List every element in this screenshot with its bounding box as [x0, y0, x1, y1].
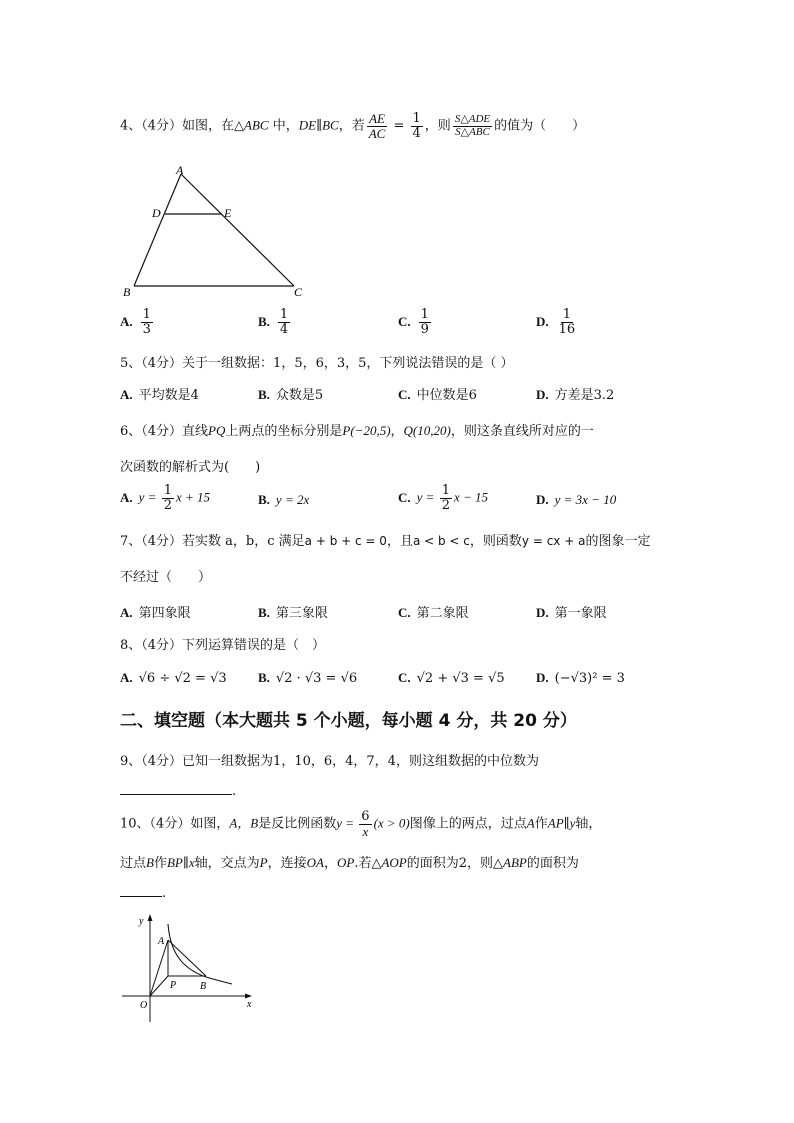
frac-den: 16: [558, 321, 576, 337]
q8-option-d[interactable]: [536, 670, 625, 686]
frac-den: 4: [412, 125, 421, 141]
q7-condition-sum: a + b + c = 0: [304, 534, 387, 548]
label-d: D: [152, 206, 161, 220]
q4-option-b[interactable]: [258, 308, 292, 336]
y-axis-arrow-icon: [148, 914, 153, 921]
option-letter: D.: [536, 492, 549, 507]
frac-num: 6: [361, 809, 370, 824]
q7-condition-order: a < b < c: [412, 534, 470, 548]
option-text: 中位数是6: [416, 388, 477, 403]
label-p: P: [170, 980, 177, 991]
option-letter: D.: [536, 387, 549, 402]
q4-abc: ABC: [244, 117, 269, 133]
option-text: √2 + √3 = √5: [416, 671, 505, 686]
frac-den: 3: [142, 321, 151, 337]
frac-num: 1: [441, 483, 450, 498]
q8-option-a[interactable]: [120, 670, 227, 686]
q9-answer-blank[interactable]: [120, 780, 232, 795]
frac-num: S△ADE: [454, 113, 491, 126]
q6-sep: ，: [390, 424, 404, 439]
q10-text: 是反比例函数: [258, 816, 337, 832]
option-letter: D.: [536, 313, 549, 329]
option-text: 第二象限: [416, 606, 469, 621]
q7-stem-line1: [120, 530, 650, 549]
option-fraction: [557, 308, 578, 336]
frac-den: 2: [163, 497, 172, 513]
q10-points-ab: A，B: [229, 815, 259, 831]
q7-option-a[interactable]: [120, 602, 191, 621]
q10-text: 作: [534, 816, 548, 832]
frac-num: 1: [412, 111, 421, 126]
q4-eq: =: [389, 118, 409, 134]
q4-fraction-one-fourth: [411, 112, 423, 140]
q6-text: 上两点的坐标分别是: [225, 424, 343, 439]
q8-option-c[interactable]: [398, 670, 505, 686]
frac-num: 1: [562, 307, 572, 322]
frac-num: 1: [142, 307, 151, 322]
q4-fraction-ae-ac: [367, 112, 388, 140]
q6-pq: PQ: [208, 423, 226, 438]
option-letter: A.: [120, 605, 133, 620]
option-letter: A.: [120, 313, 133, 329]
option-letter: B.: [258, 670, 270, 685]
frac-den: AC: [368, 125, 386, 141]
q5-option-b[interactable]: [258, 384, 323, 403]
frac-den: 9: [420, 321, 429, 337]
q10-text: 图像上的两点，过点: [409, 816, 527, 832]
label-x: x: [247, 999, 252, 1010]
q10-triangle-abp: △ABP: [493, 855, 527, 870]
q8-option-b[interactable]: [258, 670, 357, 686]
option-fraction: [278, 308, 290, 336]
q9-end: .: [232, 784, 237, 799]
frac-num: 1: [420, 307, 429, 322]
q7-text: 的图象一定: [585, 534, 651, 549]
option-letter: C.: [398, 605, 411, 620]
option-letter: A.: [120, 387, 133, 402]
label-o: O: [140, 1000, 148, 1011]
option-text: 众数是5: [275, 388, 324, 403]
option-text: (−√3)² = 3: [554, 671, 625, 686]
q10-oa: OA: [306, 855, 324, 870]
label-b: B: [200, 981, 207, 992]
q10-point-b: B: [146, 855, 154, 870]
q10-text: 过点: [120, 856, 147, 871]
option-text: 第一象限: [554, 606, 607, 621]
q7-option-b[interactable]: [258, 602, 328, 621]
q10-stem-line1: [120, 810, 601, 838]
frac-den: x: [362, 823, 369, 839]
q10-func-domain: (x > 0): [373, 815, 410, 831]
option-pre: y =: [138, 489, 160, 505]
side-ab: [134, 174, 181, 286]
q6-option-a[interactable]: [120, 484, 210, 512]
q10-op: OP: [337, 855, 355, 870]
option-letter: A.: [120, 670, 133, 685]
q4-mid1: 中，: [268, 118, 299, 134]
q6-point-q: Q(10,20): [403, 423, 451, 438]
q8-stem: 8、（4分）下列运算错误的是（ ）: [120, 638, 326, 653]
q5-option-c[interactable]: [398, 384, 477, 403]
option-text: 第三象限: [275, 606, 328, 621]
q10-point-a: A: [526, 815, 535, 831]
label-a: A: [176, 163, 184, 177]
q5-stem: 5、（4分）关于一组数据：1，5，6，3，5，下列说法错误的是（ ）: [120, 356, 514, 371]
q5-option-d[interactable]: [536, 384, 614, 403]
segment-oa: [150, 940, 168, 996]
q10-text: 作: [153, 856, 167, 871]
q10-graph-figure: [120, 910, 260, 1030]
option-text: √6 ÷ √2 = √3: [138, 671, 227, 686]
frac-num: 1: [163, 483, 172, 498]
label-a: A: [158, 936, 165, 947]
q10-bp-parallel: BP∥x: [166, 855, 195, 870]
q4-fraction-area: [453, 114, 492, 138]
option-text: y = 3x − 10: [554, 492, 617, 507]
frac-den: 4: [279, 321, 289, 337]
q10-text: 的面积为: [526, 856, 579, 871]
frac-num: 1: [279, 307, 289, 322]
label-y: y: [139, 916, 144, 927]
q10-triangle-aop: △AOP: [371, 855, 407, 870]
x-axis-arrow-icon: [245, 994, 252, 999]
q10-answer-line: [120, 882, 166, 901]
q10-text: 的面积为2，则: [406, 856, 494, 871]
option-letter: B.: [258, 605, 270, 620]
option-fraction: [440, 484, 452, 512]
label-c: C: [294, 285, 303, 299]
q4-mid3: ，则: [424, 118, 451, 134]
q6-point-p: P(−20,5): [342, 423, 391, 438]
q7-text: ，则函数: [469, 534, 522, 549]
q6-option-d[interactable]: [536, 492, 616, 508]
option-text: √2 · √3 = √6: [275, 671, 358, 686]
option-letter: B.: [258, 492, 270, 507]
q10-text: .若: [354, 856, 372, 871]
q4-triangle-figure: [118, 162, 318, 302]
side-ac: [181, 174, 294, 286]
label-b: B: [123, 285, 131, 299]
segment-ab: [168, 940, 206, 976]
q4-option-d[interactable]: [536, 308, 579, 336]
q4-debc: DE∥BC: [298, 117, 339, 133]
option-letter: C.: [398, 387, 411, 402]
q10-answer-blank[interactable]: [120, 882, 162, 897]
q7-text: 7、（4分）若实数 a，b，c 满足: [120, 534, 305, 549]
option-letter: D.: [536, 670, 549, 685]
q10-sep: ，: [323, 856, 337, 871]
hyperbola-curve: [168, 924, 232, 984]
q6-text: 6、（4分）直线: [120, 424, 209, 439]
q10-text: 轴，交点为: [194, 856, 260, 871]
q6-option-b[interactable]: [258, 492, 309, 508]
option-fraction: [141, 308, 153, 336]
q10-end: .: [162, 886, 167, 901]
option-post: x − 15: [453, 489, 489, 505]
q9-stem: 9、（4分）已知一组数据为1，10，6，4，7，4，则这组数据的中位数为: [120, 754, 539, 769]
q10-ap-parallel: AP∥y: [547, 815, 576, 831]
q7-option-d[interactable]: [536, 602, 607, 621]
q6-text: ，则这条直线所对应的一: [450, 424, 594, 439]
option-text: 方差是3.2: [554, 388, 615, 403]
option-letter: C.: [398, 489, 411, 505]
option-post: x + 15: [175, 489, 211, 505]
q7-function: y = cx + a: [521, 534, 586, 548]
option-text: 平均数是4: [138, 388, 199, 403]
option-fraction: [419, 308, 431, 336]
section-title: 二、填空题（本大题共 5 个小题，每小题 4 分，共 20 分）: [120, 711, 577, 731]
q10-func-fraction: [359, 810, 371, 838]
q10-point-p: P: [259, 855, 268, 870]
q4-prefix: 4、（4分）如图，在△: [120, 118, 245, 134]
q6-option-c[interactable]: [398, 484, 488, 512]
q7-option-c[interactable]: [398, 602, 469, 621]
option-letter: B.: [258, 387, 270, 402]
q10-func-pre: y =: [336, 815, 358, 831]
q10-text: 轴，: [575, 816, 602, 832]
option-fraction: [162, 484, 174, 512]
q9-answer-line: [120, 780, 236, 799]
option-letter: C.: [398, 313, 411, 329]
q6-stem-line2: 次函数的解析式为( ): [120, 460, 261, 475]
option-letter: D.: [536, 605, 549, 620]
q7-text: ，且: [386, 534, 413, 549]
q5-option-a[interactable]: [120, 384, 199, 403]
option-letter: A.: [120, 489, 133, 505]
q4-mid2: ，若: [338, 118, 365, 134]
frac-den: 2: [441, 497, 450, 513]
q6-stem-line1: [120, 420, 594, 439]
q4-suffix: 的值为（ ）: [494, 118, 586, 134]
q10-text: 10、（4分）如图，: [120, 816, 230, 832]
option-text: y = 2x: [275, 492, 310, 507]
frac-num: AE: [369, 111, 385, 126]
label-e: E: [224, 206, 232, 220]
option-letter: C.: [398, 670, 411, 685]
frac-den: S△ABC: [455, 125, 490, 138]
q4-stem: [120, 112, 585, 140]
q7-stem-line2: 不经过（ ）: [120, 570, 212, 585]
q4-option-c[interactable]: [398, 308, 433, 336]
option-letter: B.: [258, 313, 270, 329]
q4-option-a[interactable]: [120, 308, 155, 336]
q10-stem-line2: [120, 852, 579, 871]
option-text: 第四象限: [138, 606, 191, 621]
option-pre: y =: [416, 489, 438, 505]
q10-text: ，连接: [267, 856, 307, 871]
